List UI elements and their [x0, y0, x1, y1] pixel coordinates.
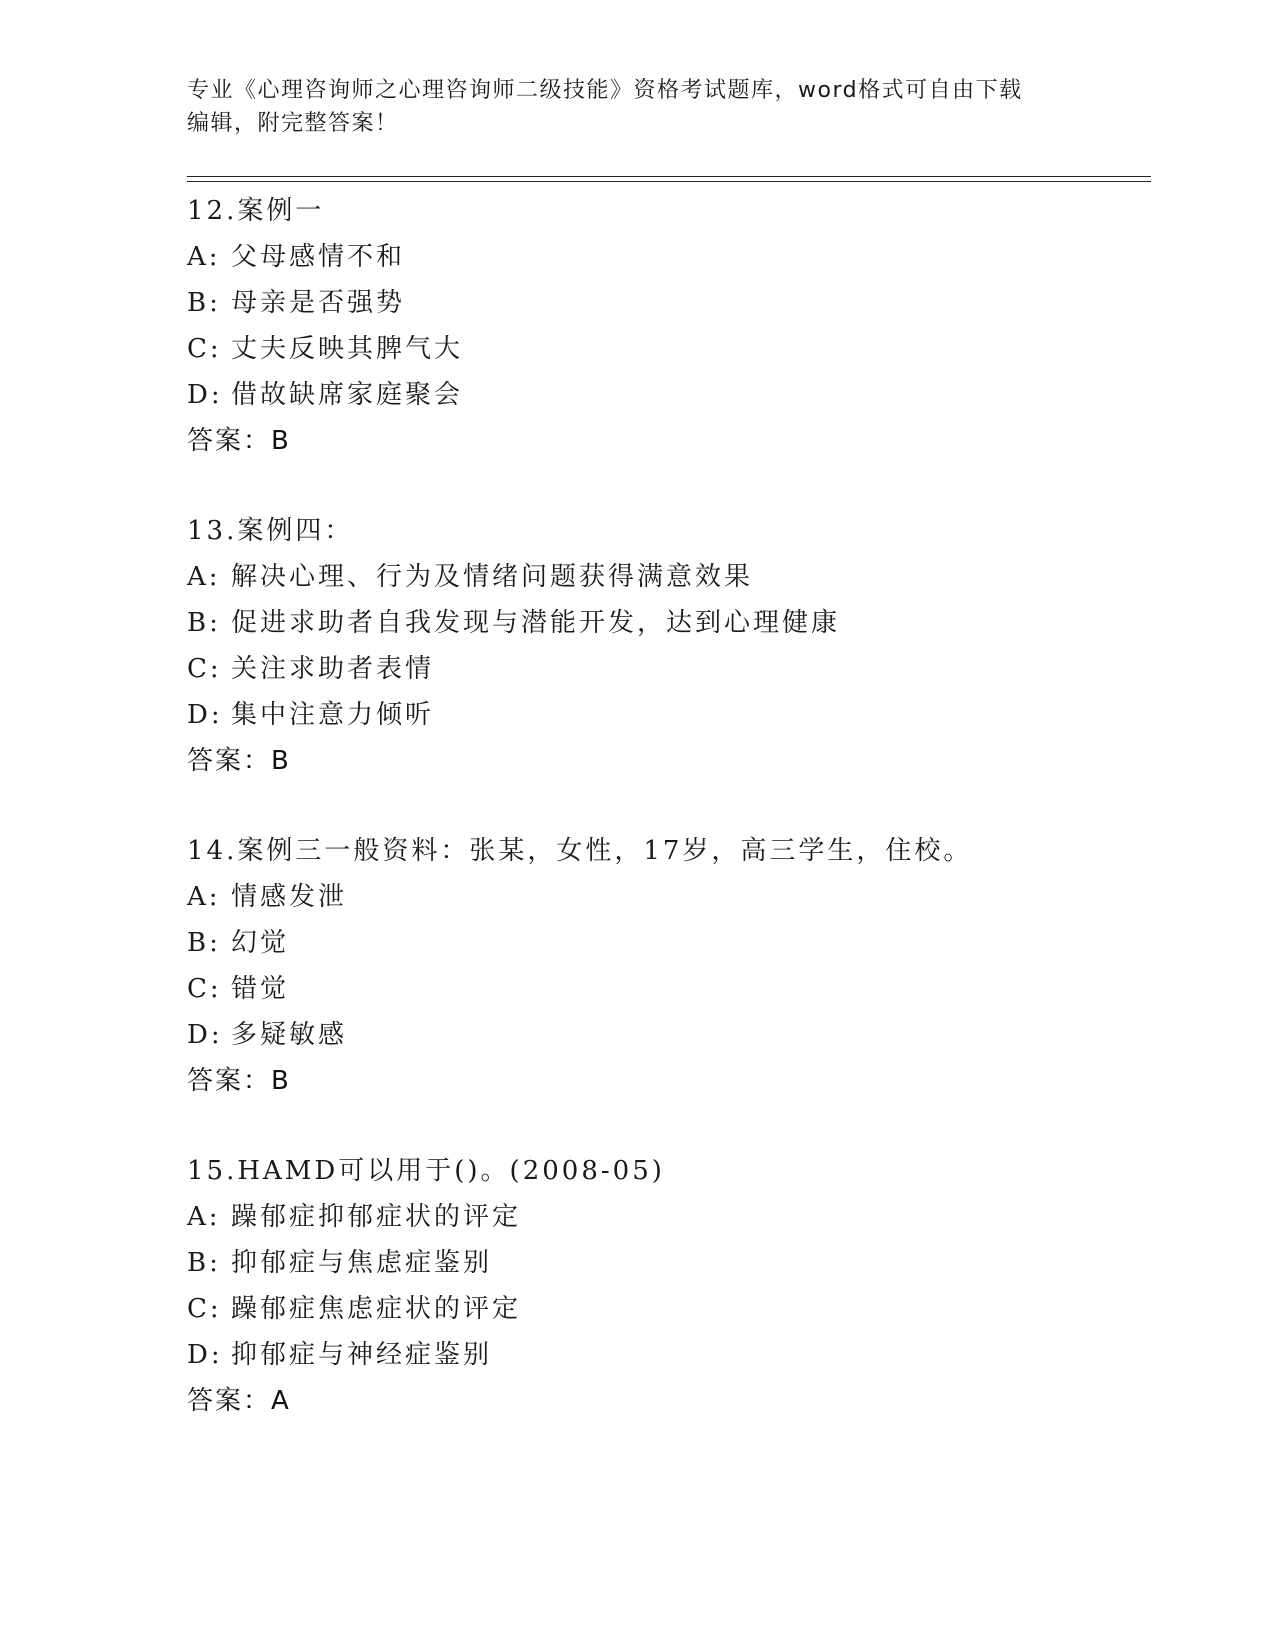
- question-stem: 12.案例一: [187, 196, 325, 226]
- question-14: [187, 828, 1147, 1104]
- option-letter: A:: [187, 882, 221, 912]
- option-text: 抑郁症与焦虑症鉴别: [231, 1248, 493, 1278]
- option-text: 父母感情不和: [231, 242, 406, 272]
- option-d: [187, 1332, 1147, 1378]
- question-list: [187, 188, 1147, 1468]
- option-letter: B:: [187, 608, 221, 638]
- option-text: 躁郁症抑郁症状的评定: [231, 1202, 522, 1232]
- option-text: 情感发泄: [231, 882, 348, 912]
- option-text: 促进求助者自我发现与潜能开发，达到心理健康: [231, 608, 841, 638]
- option-letter: A:: [187, 562, 221, 592]
- option-d: [187, 692, 1147, 738]
- option-b: [187, 920, 1147, 966]
- option-text: 丈夫反映其脾气大: [231, 334, 464, 364]
- option-c: [187, 966, 1147, 1012]
- option-text: 躁郁症焦虑症状的评定: [231, 1294, 522, 1324]
- option-text: 集中注意力倾听: [231, 700, 435, 730]
- option-letter: C:: [187, 654, 222, 684]
- answer-line: 答案：B: [187, 1066, 291, 1096]
- option-d: [187, 1012, 1147, 1058]
- option-b: [187, 280, 1147, 326]
- option-text: 幻觉: [231, 928, 290, 958]
- answer-line: 答案：A: [187, 1386, 291, 1416]
- option-letter: C:: [187, 1294, 222, 1324]
- question-stem: 13.案例四：: [187, 516, 354, 546]
- option-b: [187, 1240, 1147, 1286]
- option-text: 母亲是否强势: [231, 288, 406, 318]
- option-b: [187, 600, 1147, 646]
- question-13: [187, 508, 1147, 784]
- option-text: 抑郁症与神经症鉴别: [231, 1340, 493, 1370]
- header-line-2: 编辑，附完整答案！: [187, 111, 399, 136]
- option-c: [187, 1286, 1147, 1332]
- option-letter: B:: [187, 288, 221, 318]
- header-divider-top: [187, 176, 1151, 177]
- option-c: [187, 646, 1147, 692]
- option-a: [187, 1194, 1147, 1240]
- option-letter: C:: [187, 334, 222, 364]
- question-stem: 14.案例三一般资料：张某，女性，17岁，高三学生，住校。: [187, 836, 973, 866]
- option-a: [187, 874, 1147, 920]
- option-a: [187, 234, 1147, 280]
- option-letter: A:: [187, 242, 221, 272]
- option-letter: D:: [187, 380, 223, 410]
- option-a: [187, 554, 1147, 600]
- option-letter: D:: [187, 1020, 223, 1050]
- option-letter: B:: [187, 928, 221, 958]
- document-header: [187, 74, 1087, 140]
- option-text: 解决心理、行为及情绪问题获得满意效果: [231, 562, 754, 592]
- option-text: 关注求助者表情: [231, 654, 435, 684]
- answer-line: 答案：B: [187, 426, 291, 456]
- option-text: 借故缺席家庭聚会: [231, 380, 464, 410]
- option-letter: D:: [187, 1340, 223, 1370]
- header-divider-bottom: [187, 181, 1151, 182]
- option-text: 错觉: [231, 974, 290, 1004]
- header-line-1: 专业《心理咨询师之心理咨询师二级技能》资格考试题库，word格式可自由下载: [187, 78, 1023, 103]
- question-stem: 15.HAMD可以用于()。(2008-05): [187, 1156, 665, 1186]
- option-d: [187, 372, 1147, 418]
- option-letter: C:: [187, 974, 222, 1004]
- question-12: [187, 188, 1147, 464]
- option-letter: A:: [187, 1202, 221, 1232]
- option-text: 多疑敏感: [231, 1020, 348, 1050]
- option-letter: B:: [187, 1248, 221, 1278]
- option-c: [187, 326, 1147, 372]
- question-15: [187, 1148, 1147, 1424]
- answer-line: 答案：B: [187, 746, 291, 776]
- option-letter: D:: [187, 700, 223, 730]
